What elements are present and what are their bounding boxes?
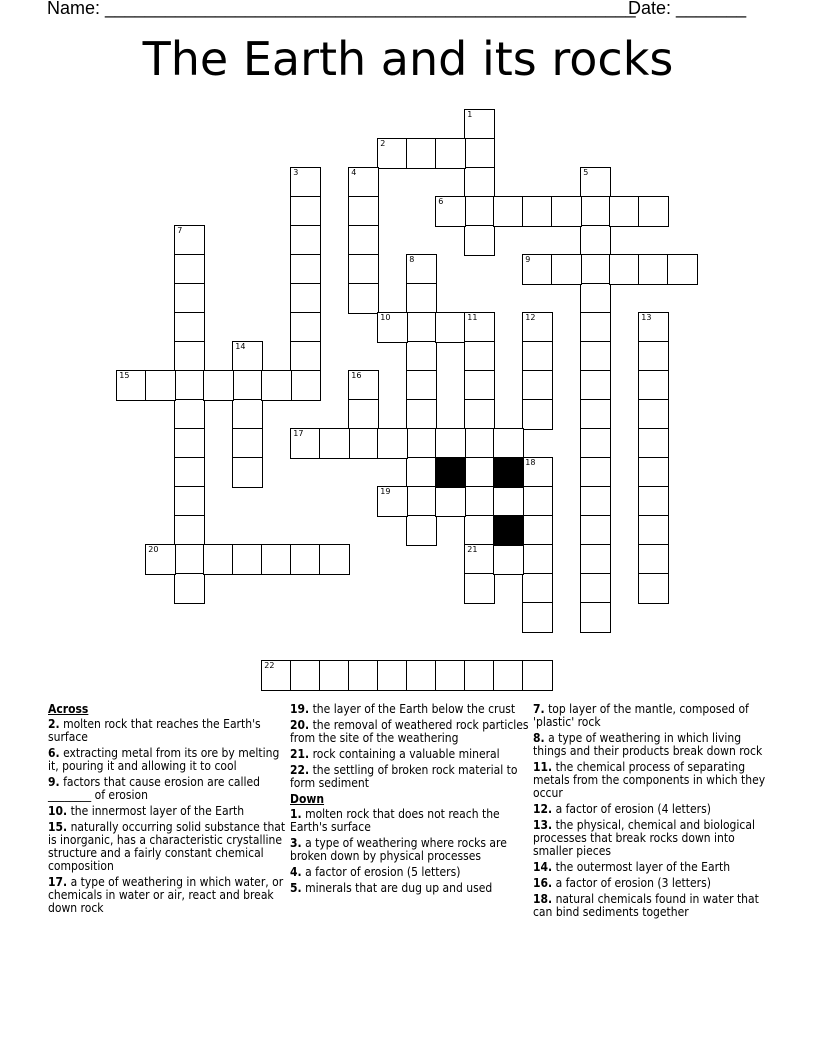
grid-cell[interactable] <box>319 660 350 691</box>
grid-cell[interactable] <box>464 341 495 372</box>
clue-text: the outermost layer of the Earth <box>555 860 731 874</box>
clue-down <box>533 893 773 919</box>
clue-number: 20 <box>148 545 159 555</box>
grid-cell[interactable] <box>464 486 495 517</box>
grid-cell[interactable] <box>464 515 495 546</box>
clue-number: 5 <box>583 168 589 178</box>
grid-cell[interactable] <box>406 660 437 691</box>
clue-text: extracting metal from its ore by melting it, pouring it and allowing it to cool <box>48 746 280 773</box>
grid-cell[interactable] <box>232 341 263 372</box>
clue-num: 1. <box>290 807 302 821</box>
clue-number: 14 <box>235 342 246 352</box>
grid-cell[interactable] <box>319 544 350 575</box>
grid-cell[interactable] <box>348 399 379 430</box>
clue-text: factors that cause erosion are called ________ of erosion <box>48 775 261 802</box>
grid-cell[interactable] <box>493 486 524 517</box>
grid-cell[interactable] <box>580 167 611 198</box>
grid-cell[interactable] <box>638 544 669 575</box>
grid-cell[interactable] <box>290 428 321 459</box>
grid-cell[interactable] <box>522 544 553 575</box>
grid-cell[interactable] <box>464 196 495 227</box>
grid-cell[interactable] <box>348 660 379 691</box>
grid-cell[interactable] <box>580 370 611 401</box>
grid-cell[interactable] <box>638 312 669 343</box>
grid-cell[interactable] <box>522 660 553 691</box>
grid-cell[interactable] <box>580 573 611 604</box>
grid-cell[interactable] <box>348 254 379 285</box>
clue-text: a factor of erosion (3 letters) <box>555 876 711 890</box>
clue-across <box>290 719 530 745</box>
clue-text: top layer of the mantle, composed of 'plastic' rock <box>533 702 749 729</box>
clue-num: 18. <box>533 892 553 906</box>
black-cell <box>493 515 524 546</box>
clue-down <box>290 837 530 863</box>
grid-cell[interactable] <box>406 341 437 372</box>
clue-number: 16 <box>351 371 362 381</box>
grid-cell[interactable] <box>174 370 205 401</box>
clue-text: a factor of erosion (4 letters) <box>555 802 711 816</box>
grid-cell[interactable] <box>464 399 495 430</box>
clue-text: natural chemicals found in water that can bind sediments together <box>533 892 759 919</box>
grid-cell[interactable] <box>377 486 408 517</box>
grid-cell[interactable] <box>261 660 292 691</box>
clue-num: 9. <box>48 775 60 789</box>
grid-cell[interactable] <box>348 283 379 314</box>
grid-cell[interactable] <box>232 399 263 430</box>
grid-cell[interactable] <box>522 602 553 633</box>
grid-cell[interactable] <box>522 312 553 343</box>
clue-number: 11 <box>467 313 478 323</box>
clue-across <box>290 764 530 790</box>
clue-across <box>48 747 288 773</box>
grid-cell[interactable] <box>290 341 321 372</box>
date-field: Date: _______ <box>628 0 747 18</box>
grid-cell[interactable] <box>348 167 379 198</box>
grid-cell[interactable] <box>348 225 379 256</box>
clue-number: 13 <box>641 313 652 323</box>
grid-cell[interactable] <box>406 138 437 169</box>
clue-text: rock containing a valuable mineral <box>312 747 500 761</box>
grid-cell[interactable] <box>435 312 466 343</box>
clue-text: a factor of erosion (5 letters) <box>305 865 461 879</box>
clue-down <box>290 808 530 834</box>
clue-num: 10. <box>48 804 68 818</box>
grid-cell[interactable] <box>464 573 495 604</box>
grid-cell[interactable] <box>174 399 205 430</box>
grid-cell[interactable] <box>493 660 524 691</box>
grid-cell[interactable] <box>522 573 553 604</box>
clue-across <box>290 703 530 716</box>
clue-num: 6. <box>48 746 60 760</box>
clue-number: 7 <box>177 226 183 236</box>
clue-down <box>533 703 773 729</box>
grid-cell[interactable] <box>174 573 205 604</box>
grid-cell[interactable] <box>435 486 466 517</box>
clue-across <box>290 748 530 761</box>
clue-text: naturally occurring solid substance that is inorganic, has a characteristic crystalline structure and a fairly constant chemical composition <box>48 820 286 873</box>
grid-cell[interactable] <box>493 544 524 575</box>
grid-cell[interactable] <box>609 196 640 227</box>
clue-number: 2 <box>380 139 386 149</box>
grid-cell[interactable] <box>551 196 582 227</box>
clue-number: 22 <box>264 661 275 671</box>
grid-cell[interactable] <box>406 370 437 401</box>
clue-number: 18 <box>525 458 536 468</box>
grid-cell[interactable] <box>290 283 321 314</box>
clue-num: 21. <box>290 747 310 761</box>
clue-down <box>533 819 773 858</box>
grid-cell[interactable] <box>638 399 669 430</box>
grid-cell[interactable] <box>667 254 698 285</box>
grid-cell[interactable] <box>464 312 495 343</box>
clue-num: 17. <box>48 875 68 889</box>
grid-cell[interactable] <box>580 254 611 285</box>
grid-cell[interactable] <box>435 660 466 691</box>
grid-cell[interactable] <box>522 486 553 517</box>
grid-cell[interactable] <box>435 428 466 459</box>
clue-number: 8 <box>409 255 415 265</box>
clue-text: a type of weathering in which water, or chemicals in water or air, react and break down rock <box>48 875 284 915</box>
grid-cell[interactable] <box>174 283 205 314</box>
grid-cell[interactable] <box>580 602 611 633</box>
grid-cell[interactable] <box>290 544 321 575</box>
grid-cell[interactable] <box>580 428 611 459</box>
grid-cell[interactable] <box>232 457 263 488</box>
clue-number: 17 <box>293 429 304 439</box>
clue-number: 4 <box>351 168 357 178</box>
page-title: The Earth and its rocks <box>142 32 674 86</box>
clue-number: 10 <box>380 313 391 323</box>
clue-num: 20. <box>290 718 310 732</box>
clue-down <box>533 877 773 890</box>
grid-cell[interactable] <box>174 225 205 256</box>
grid-cell[interactable] <box>290 225 321 256</box>
grid-cell[interactable] <box>638 370 669 401</box>
clue-text: the innermost layer of the Earth <box>70 804 245 818</box>
grid-cell[interactable] <box>580 283 611 314</box>
grid-cell[interactable] <box>522 370 553 401</box>
grid-cell[interactable] <box>261 544 292 575</box>
grid-cell[interactable] <box>580 225 611 256</box>
grid-cell[interactable] <box>522 515 553 546</box>
grid-cell[interactable] <box>174 254 205 285</box>
clues-column-3 <box>533 703 773 922</box>
clue-text: molten rock that reaches the Earth's surface <box>48 717 261 744</box>
grid-cell[interactable] <box>377 312 408 343</box>
clue-num: 16. <box>533 876 553 890</box>
clue-num: 15. <box>48 820 68 834</box>
clue-text: the settling of broken rock material to form sediment <box>290 763 518 790</box>
grid-cell[interactable] <box>435 196 466 227</box>
grid-cell[interactable] <box>290 196 321 227</box>
grid-cell[interactable] <box>174 341 205 372</box>
grid-cell[interactable] <box>116 370 147 401</box>
name-field: Name: _____________________________________________________ <box>47 0 636 18</box>
clue-across <box>48 718 288 744</box>
grid-cell[interactable] <box>406 486 437 517</box>
grid-cell[interactable] <box>174 544 205 575</box>
grid-cell[interactable] <box>638 341 669 372</box>
grid-cell[interactable] <box>406 312 437 343</box>
clue-across <box>48 805 288 818</box>
grid-cell[interactable] <box>464 660 495 691</box>
clue-text: the removal of weathered rock particles from the site of the weathering <box>290 718 529 745</box>
grid-cell[interactable] <box>638 254 669 285</box>
black-cell <box>435 457 466 488</box>
grid-cell[interactable] <box>464 225 495 256</box>
grid-cell[interactable] <box>464 370 495 401</box>
grid-cell[interactable] <box>522 341 553 372</box>
grid-cell[interactable] <box>406 428 437 459</box>
clue-text: a type of weathering where rocks are broken down by physical processes <box>290 836 507 863</box>
clue-num: 4. <box>290 865 302 879</box>
grid-cell[interactable] <box>174 486 205 517</box>
clue-across <box>48 876 288 915</box>
grid-cell[interactable] <box>580 312 611 343</box>
clue-num: 13. <box>533 818 553 832</box>
clue-across <box>48 821 288 873</box>
clue-down <box>533 803 773 816</box>
clue-down <box>290 882 530 895</box>
grid-cell[interactable] <box>203 370 234 401</box>
clue-number: 19 <box>380 487 391 497</box>
grid-cell[interactable] <box>377 428 408 459</box>
grid-cell[interactable] <box>232 428 263 459</box>
grid-cell[interactable] <box>232 370 263 401</box>
grid-cell[interactable] <box>580 544 611 575</box>
clue-number: 21 <box>467 545 478 555</box>
grid-cell[interactable] <box>580 486 611 517</box>
grid-cell[interactable] <box>638 486 669 517</box>
grid-cell[interactable] <box>406 457 437 488</box>
grid-cell[interactable] <box>348 196 379 227</box>
grid-cell[interactable] <box>522 254 553 285</box>
clue-num: 3. <box>290 836 302 850</box>
grid-cell[interactable] <box>174 457 205 488</box>
grid-cell[interactable] <box>145 544 176 575</box>
clue-number: 6 <box>438 197 444 207</box>
clue-num: 12. <box>533 802 553 816</box>
clue-text: the chemical process of separating metals from the components in which they occur <box>533 760 766 800</box>
grid-cell[interactable] <box>348 428 379 459</box>
clue-text: minerals that are dug up and used <box>305 881 493 895</box>
grid-cell[interactable] <box>319 428 350 459</box>
clue-num: 8. <box>533 731 545 745</box>
clue-num: 11. <box>533 760 553 774</box>
grid-cell[interactable] <box>435 138 466 169</box>
clue-down <box>290 866 530 879</box>
grid-cell[interactable] <box>464 544 495 575</box>
grid-cell[interactable] <box>290 660 321 691</box>
grid-cell[interactable] <box>174 515 205 546</box>
grid-cell[interactable] <box>203 544 234 575</box>
clue-text: the layer of the Earth below the crust <box>312 702 516 716</box>
grid-cell[interactable] <box>174 428 205 459</box>
grid-cell[interactable] <box>522 457 553 488</box>
grid-cell[interactable] <box>464 138 495 169</box>
grid-cell[interactable] <box>145 370 176 401</box>
grid-cell[interactable] <box>580 457 611 488</box>
clue-num: 5. <box>290 881 302 895</box>
clues-column-1 <box>48 703 288 918</box>
grid-cell[interactable] <box>493 196 524 227</box>
grid-cell[interactable] <box>638 196 669 227</box>
grid-cell[interactable] <box>348 370 379 401</box>
grid-cell[interactable] <box>551 254 582 285</box>
grid-cell[interactable] <box>464 457 495 488</box>
grid-cell[interactable] <box>580 515 611 546</box>
grid-cell[interactable] <box>638 573 669 604</box>
grid-cell[interactable] <box>377 138 408 169</box>
grid-cell[interactable] <box>580 341 611 372</box>
clue-number: 1 <box>467 110 473 120</box>
grid-cell[interactable] <box>522 399 553 430</box>
clues-column-2 <box>290 703 530 898</box>
clue-text: a type of weathering in which living things and their products break down rock <box>533 731 763 758</box>
clue-number: 12 <box>525 313 536 323</box>
across-heading: Across <box>48 702 89 716</box>
clue-down <box>533 732 773 758</box>
grid-cell[interactable] <box>493 428 524 459</box>
grid-cell[interactable] <box>638 428 669 459</box>
grid-cell[interactable] <box>609 254 640 285</box>
clue-number: 3 <box>293 168 299 178</box>
grid-cell[interactable] <box>638 457 669 488</box>
grid-cell[interactable] <box>290 254 321 285</box>
clue-text: molten rock that does not reach the Earth's surface <box>290 807 500 834</box>
down-heading: Down <box>290 792 325 806</box>
clue-num: 22. <box>290 763 310 777</box>
clue-number: 15 <box>119 371 130 381</box>
grid-cell[interactable] <box>232 544 263 575</box>
clue-number: 9 <box>525 255 531 265</box>
clue-num: 2. <box>48 717 60 731</box>
grid-cell[interactable] <box>261 370 292 401</box>
grid-cell[interactable] <box>464 109 495 140</box>
grid-cell[interactable] <box>290 370 321 401</box>
clue-down <box>533 861 773 874</box>
black-cell <box>493 457 524 488</box>
grid-cell[interactable] <box>174 312 205 343</box>
grid-cell[interactable] <box>580 399 611 430</box>
grid-cell[interactable] <box>522 196 553 227</box>
grid-cell[interactable] <box>638 515 669 546</box>
clue-down <box>533 761 773 800</box>
clue-text: the physical, chemical and biological processes that break rocks down into smaller pieces <box>533 818 755 858</box>
grid-cell[interactable] <box>464 167 495 198</box>
grid-cell[interactable] <box>406 283 437 314</box>
clue-num: 19. <box>290 702 310 716</box>
grid-cell[interactable] <box>406 399 437 430</box>
grid-cell[interactable] <box>464 428 495 459</box>
grid-cell[interactable] <box>406 254 437 285</box>
clue-num: 7. <box>533 702 545 716</box>
grid-cell[interactable] <box>377 660 408 691</box>
grid-cell[interactable] <box>290 312 321 343</box>
clue-num: 14. <box>533 860 553 874</box>
grid-cell[interactable] <box>580 196 611 227</box>
grid-cell[interactable] <box>290 167 321 198</box>
grid-cell[interactable] <box>406 515 437 546</box>
clue-across <box>48 776 288 802</box>
